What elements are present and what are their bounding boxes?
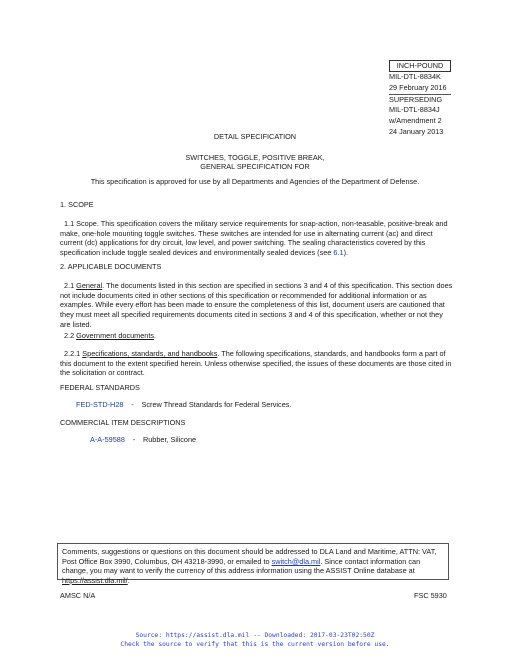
section-2-1-paragraph: 2.1 General. The documents listed in this section are specified in sections 3 and 4 of this specification. This section does not include documents cited in other sections of this specification or recommended for additional information or as examples. While every effort has been made to ensure the completeness of this list, document users are cautioned that they must meet all specified requirements documents cited in sections 3 and 4 of this specification, whether or not they are listed. [60,281,453,329]
section-1-heading: 1. SCOPE [60,200,94,209]
document-id: MIL-DTL-8834K [389,72,441,81]
source-line-1: Source: https://assist.dla.mil -- Downloaded: 2017-03-23T02:50Z [135,632,375,639]
section-6-1-link[interactable]: 6.1 [333,247,344,257]
source-stamp [0,631,510,649]
spec-title-line2: GENERAL SPECIFICATION FOR [200,162,310,171]
section-2-2-1-paragraph: 2.2.1 Specifications, standards, and handbooks. The following specifications, standards, and handbooks form a part of this document to the extent specified herein. Unless otherwise specified, the issues of these documents are those cited in the solicitation or contract. [60,349,452,378]
fsc-label: FSC 5930 [414,591,447,600]
commercial-item-heading: COMMERCIAL ITEM DESCRIPTIONS [60,418,186,427]
email-link[interactable]: switch@dla.mil [271,556,321,566]
amendment-label: w/Amendment 2 [389,116,442,126]
source-line-2: Check the source to verify that this is the current version before use. [120,641,390,648]
inch-pound-label: INCH-POUND [389,60,451,72]
amsc-label: AMSC N/A [60,591,96,600]
assist-url-link[interactable]: https://assist.dla.mil/ [62,575,128,585]
document-date: 29 February 2016 [389,82,447,92]
previous-document-id: MIL-DTL-8834J [389,105,440,115]
previous-document-date: 24 January 2013 [389,126,444,136]
spec-type-title: DETAIL SPECIFICATION [213,132,297,141]
document-header [389,60,451,138]
section-2-heading: 2. APPLICABLE DOCUMENTS [60,262,162,271]
a-a-59588-link[interactable]: A-A-59588 [90,435,125,444]
federal-standard-row: FED-STD-H28 - Screw Thread Standards for Federal Services. [76,400,292,409]
section-1-1-paragraph: 1.1 Scope. This specification covers the military service requirements for snap-action, non-teasable, positive-break and make, one-hole mounting toggle switches. These switches are intended for use in alternating current (ac) and direct current (dc) applications for dry circuit, low level, and power switching. The sealing characteristics covered by this specification include toggle sealed devices and environmentally sealed devices (see 6.1). [60,219,448,257]
comments-box: Comments, suggestions or questions on this document should be addressed to DLA Land and Maritime, ATTN: VAT, Post Office Box 3990, Columbus, OH 43218-3990, or emailed to switch@dla.mil. Since contact information can change, you may want to verify the currency of this address information using the ASSIST Online database at https://assist.dla.mil/. [57,543,449,580]
superseding-label: SUPERSEDING [389,94,443,104]
federal-standards-heading: FEDERAL STANDARDS [60,383,140,392]
spec-title-line1: SWITCHES, TOGGLE, POSITIVE BREAK, [185,153,325,162]
commercial-item-row: A-A-59588 - Rubber, Silicone [90,435,197,444]
section-2-2-paragraph: 2.2 Government documents. [64,331,157,340]
approval-statement: This specification is approved for use by all Departments and Agencies of the Department of Defense. [90,177,420,186]
fed-std-h28-link[interactable]: FED-STD-H28 [76,400,124,409]
